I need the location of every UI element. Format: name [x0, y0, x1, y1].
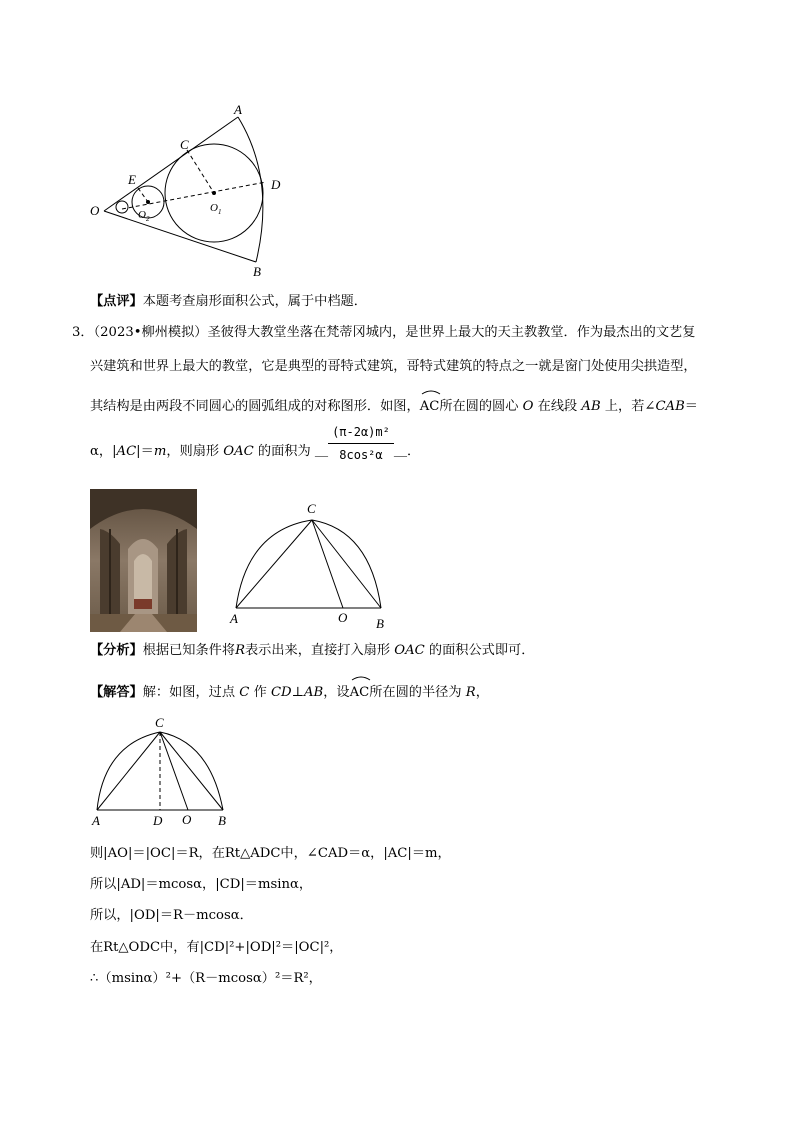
point-o1: [212, 191, 216, 195]
problem3-o: O: [522, 399, 534, 414]
problem3-line2: [90, 357, 697, 377]
problem3-text-4a: α，|: [90, 444, 117, 459]
label-c: C: [155, 715, 164, 730]
solution-line2: [90, 844, 451, 864]
label-a: A: [92, 813, 100, 828]
problem3-text-4c: ，则扇形: [166, 444, 220, 459]
solution-step-6: ∴（msinα）²+（R－mcosα）²＝R²，: [90, 971, 322, 986]
answer-denominator: 8cos²α: [339, 448, 383, 462]
label-d: D: [153, 813, 163, 828]
segment-oc: [160, 732, 188, 810]
sector-edge-oa: [104, 117, 238, 211]
label-b: B: [253, 264, 261, 279]
label-c: C: [307, 501, 316, 516]
solution-step-3: 所以|AD|＝mcosα，|CD|＝msinα，: [90, 877, 313, 892]
solution-ab: AB: [304, 685, 324, 700]
comment-text: 本题考查扇形面积公式，属于中档题．: [142, 294, 367, 309]
solution-step-2: 则|AO|＝|OC|＝R，在Rt△ADC中，∠CAD＝α，|AC|＝m，: [90, 846, 451, 861]
problem3-text-3d: 上，若∠: [604, 399, 656, 414]
segment-bc: [312, 520, 381, 608]
analysis-text-a: 根据已知条件将: [142, 643, 236, 658]
problem3-text-2: 兴建筑和世界上最大的教堂，它是典型的哥特式建筑，哥特式建筑的特点之一就是窗门处使用尖拱造型，: [90, 359, 697, 374]
problem3-text-3a: 其结构是由两段不同圆心的圆弧组成的对称图形．如图，: [90, 399, 420, 414]
label-b: B: [218, 813, 226, 828]
label-o: O: [90, 203, 100, 218]
solution-text-f: ，: [475, 685, 489, 700]
label-d: D: [271, 177, 281, 192]
label-o: O: [338, 610, 348, 625]
solution-perp: ⊥: [291, 685, 305, 700]
problem3-text-3e: ＝: [684, 399, 698, 414]
analysis-text-c: 的面积公式即可．: [428, 643, 535, 658]
solution-arc-text: AC: [349, 685, 370, 700]
solution-step-4: 所以，|OD|＝R－mcosα．: [90, 908, 253, 923]
label-o: O: [182, 812, 192, 827]
answer-numerator: (π-2α)m²: [328, 422, 394, 444]
arc-ac-text: AC: [419, 399, 440, 414]
cathedral-photo: [90, 489, 197, 632]
solution-text-b: 作: [253, 685, 267, 700]
point-o2: [146, 200, 150, 204]
problem3-cab: CAB: [655, 399, 685, 414]
label-a: A: [234, 102, 242, 117]
solution-step-5: 在Rt△ODC中，有|CD|²+|OD|²＝|OC|²，: [90, 940, 343, 955]
solution-c: C: [239, 685, 250, 700]
analysis-oac: OAC: [394, 643, 425, 658]
comment-line: [90, 292, 367, 312]
solution-text-d: ，设: [323, 685, 350, 700]
solution-cd: CD: [270, 685, 292, 700]
label-o1: $O_1$: [210, 202, 222, 216]
circle-small: [116, 201, 128, 213]
problem3-text-4b: |＝: [136, 444, 154, 459]
segment-ac: [97, 732, 160, 810]
problem3-text-4d: 的面积为: [257, 444, 311, 459]
segment-ac: [236, 520, 312, 608]
analysis-line: [90, 641, 534, 661]
problem3-m: m: [153, 444, 167, 459]
problem3-number: 3．: [72, 325, 94, 340]
dashed-c-o1: [187, 150, 214, 193]
segment-bc: [160, 732, 223, 810]
label-e: E: [128, 172, 136, 187]
solution-text-e: 所在圆的半径为: [369, 685, 462, 700]
sector-arc-ab: [238, 117, 263, 262]
figure-arch-2: [90, 712, 235, 830]
problem3-line4: [90, 425, 421, 465]
label-b: B: [376, 616, 384, 630]
answer-blank-left: ＿: [314, 444, 329, 459]
problem3-line3: [90, 393, 698, 417]
problem3-ab: AB: [581, 399, 601, 414]
comment-tag: 【点评】: [90, 294, 143, 309]
problem3-oac: OAC: [223, 444, 254, 459]
analysis-text-b: 表示出来，直接打入扇形: [245, 643, 391, 658]
solution-arc-ac: [350, 679, 370, 703]
figure-arch-1: [225, 495, 400, 630]
solution-line5: [90, 938, 343, 958]
problem3-ac: AC: [116, 444, 137, 459]
solution-tag: 【解答】: [90, 685, 143, 700]
analysis-r: R: [235, 643, 245, 658]
solution-line3: [90, 875, 312, 895]
arc-ac-label: [420, 393, 440, 417]
solution-text-a: 解：如图，过点: [142, 685, 236, 700]
label-c: C: [180, 137, 189, 152]
problem3-text-3b: 所在圆的圆心: [439, 399, 519, 414]
label-o2: $O_2$: [138, 209, 150, 223]
problem3-text-1: 圣彼得大教堂坐落在梵蒂冈城内，是世界上最大的天主教教堂．作为最杰出的文艺复: [207, 325, 696, 340]
problem3-source: （2023•柳州模拟）: [93, 325, 208, 340]
segment-oc: [312, 520, 343, 608]
analysis-tag: 【分析】: [90, 643, 143, 658]
solution-line4: [90, 906, 253, 926]
solution-line6: [90, 969, 322, 989]
figure-sector-circles: [80, 95, 300, 285]
problem3-line1: [72, 323, 695, 343]
answer-blank-right: ＿．: [393, 444, 421, 459]
label-a: A: [230, 611, 238, 626]
solution-r: R: [465, 685, 476, 700]
dashed-e-o2: [138, 188, 148, 202]
answer-fraction: [328, 422, 394, 465]
sector-edge-ob: [104, 211, 256, 262]
solution-line1: [90, 679, 489, 703]
problem3-text-3c: 在线段: [537, 399, 578, 414]
